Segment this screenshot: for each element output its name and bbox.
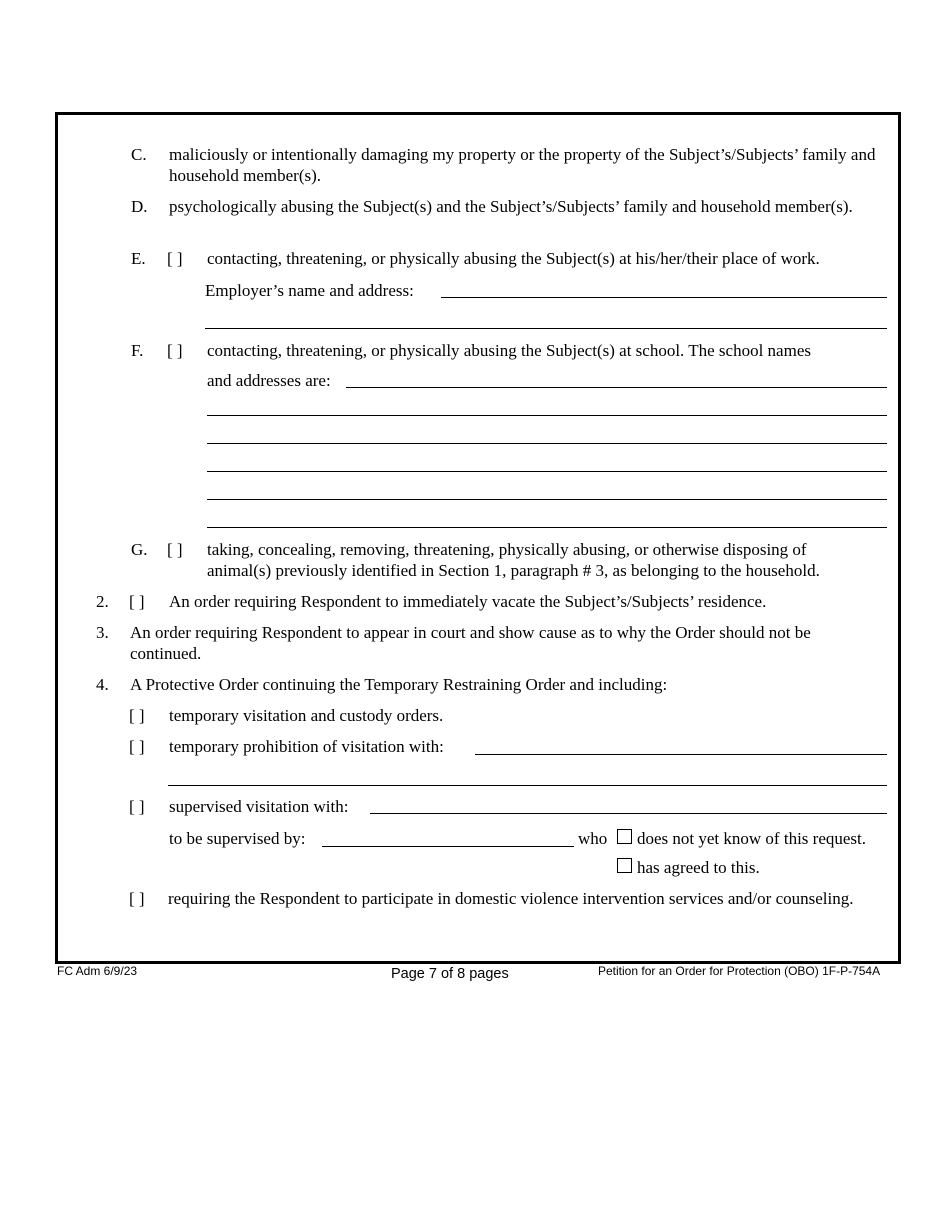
item-f-checkbox[interactable]: [ ] <box>167 341 183 360</box>
has-agreed-checkbox[interactable] <box>617 858 632 873</box>
item-4c-text: supervised visitation with: <box>169 797 349 816</box>
item-e-checkbox[interactable]: [ ] <box>167 249 183 268</box>
item-c-text: maliciously or intentionally damaging my property or the property of the Subject’s/Subjects’ family and household member(s). <box>169 145 876 185</box>
school-label: and addresses are: <box>207 371 331 390</box>
item-g-text-line1: taking, concealing, removing, threatening, physically abusing, or otherwise disposing of <box>207 540 807 559</box>
prohibition-field-line-2[interactable] <box>168 785 887 786</box>
item-f-text: contacting, threatening, or physically abusing the Subject(s) at school. The school names <box>207 341 811 360</box>
item-4a-checkbox[interactable]: [ ] <box>129 706 145 725</box>
item-f-letter: F. <box>131 341 144 360</box>
item-4-text: A Protective Order continuing the Temporary Restraining Order and including: <box>130 675 668 694</box>
supervised-by-field[interactable] <box>322 846 574 847</box>
school-field-line-6[interactable] <box>207 527 887 528</box>
item-3-number: 3. <box>96 623 109 642</box>
has-agreed-text: has agreed to this. <box>637 858 760 877</box>
school-field-line-4[interactable] <box>207 471 887 472</box>
school-field-line-5[interactable] <box>207 499 887 500</box>
prohibition-field-line-1[interactable] <box>475 754 887 755</box>
item-g-letter: G. <box>131 540 148 559</box>
item-e-letter: E. <box>131 249 146 268</box>
item-3-text: An order requiring Respondent to appear in court and show cause as to why the Order should not be continued. <box>130 623 811 663</box>
item-4b-text: temporary prohibition of visitation with: <box>169 737 444 756</box>
employer-field-line-1[interactable] <box>441 297 887 298</box>
item-4d-text: requiring the Respondent to participate in domestic violence intervention services and/or counseling. <box>168 889 854 908</box>
not-yet-know-text: does not yet know of this request. <box>637 829 866 848</box>
item-4c-checkbox[interactable]: [ ] <box>129 797 145 816</box>
who-label: who <box>578 829 608 848</box>
footer-form-title: Petition for an Order for Protection (OBO) 1F-P-754A <box>598 964 881 978</box>
item-e-text: contacting, threatening, or physically abusing the Subject(s) at his/her/their place of work. <box>207 249 820 268</box>
employer-field-line-2[interactable] <box>205 328 887 329</box>
item-c-letter: C. <box>131 145 147 164</box>
school-field-line-1[interactable] <box>346 387 887 388</box>
item-4-number: 4. <box>96 675 109 694</box>
footer-form-id: FC Adm 6/9/23 <box>57 964 138 978</box>
school-field-line-3[interactable] <box>207 443 887 444</box>
school-field-line-2[interactable] <box>207 415 887 416</box>
item-4a-text: temporary visitation and custody orders. <box>169 706 444 725</box>
item-2-number: 2. <box>96 592 109 611</box>
supervised-by-label: to be supervised by: <box>169 829 306 848</box>
employer-label: Employer’s name and address: <box>205 281 414 300</box>
item-2-checkbox[interactable]: [ ] <box>129 592 145 611</box>
item-d-letter: D. <box>131 197 148 216</box>
item-4b-checkbox[interactable]: [ ] <box>129 737 145 756</box>
item-g-text-line2: animal(s) previously identified in Section 1, paragraph # 3, as belonging to the household. <box>207 561 820 580</box>
footer-page-number: Page 7 of 8 pages <box>391 966 509 982</box>
item-2-text: An order requiring Respondent to immediately vacate the Subject’s/Subjects’ residence. <box>169 592 767 611</box>
supervised-visitation-field[interactable] <box>370 813 887 814</box>
item-d-text: psychologically abusing the Subject(s) and the Subject’s/Subjects’ family and household member(s). <box>169 197 853 216</box>
item-4d-checkbox[interactable]: [ ] <box>129 889 145 908</box>
not-yet-know-checkbox[interactable] <box>617 829 632 844</box>
item-g-checkbox[interactable]: [ ] <box>167 540 183 559</box>
